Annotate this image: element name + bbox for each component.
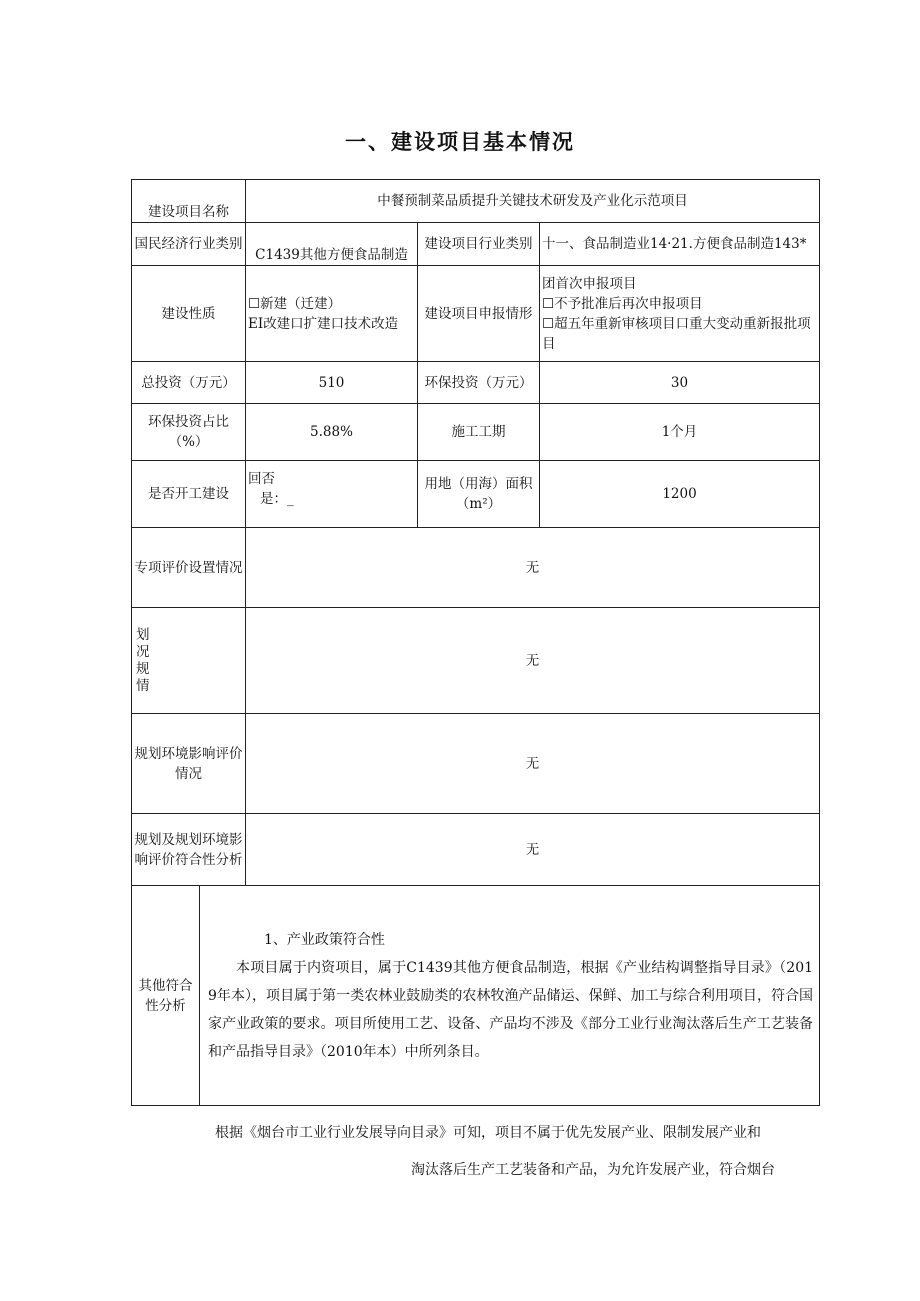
- other-label: 其他符合性分析: [132, 886, 200, 1106]
- declaration-option-resubmit: ☐不予批准后再次申报项目: [542, 295, 703, 312]
- period-value: 1个月: [540, 404, 820, 461]
- started-option-yes: 是：_: [260, 491, 294, 507]
- plan-conform-label: 规划及规划环境影响评价符合性分析: [132, 814, 246, 886]
- other-content: [200, 886, 820, 1106]
- env-ratio-value: 5.88%: [246, 404, 418, 461]
- plan-env-value: 无: [246, 714, 820, 814]
- industry-class-label: 国民经济行业类别: [132, 223, 246, 266]
- land-value: 1200: [540, 461, 820, 528]
- section-title: 一、建设项目基本情况: [345, 130, 575, 154]
- trailing-line-2: 淘汰落后生产工艺装备和产品，为允许发展产业，符合烟台: [411, 1162, 775, 1178]
- plan-label-char-4: 情: [136, 677, 150, 694]
- special-eval-value: 无: [246, 528, 820, 608]
- plan-label-char-2: 况: [136, 643, 150, 660]
- started-option-no: 回否: [248, 471, 275, 487]
- special-eval-label: 专项评价设置情况: [132, 528, 246, 608]
- project-name-value: 中餐预制菜品质提升关键技术研发及产业化示范项目: [246, 180, 820, 223]
- total-invest-label: 总投资（万元）: [132, 362, 246, 404]
- declaration-option-review: ☐超五年重新审核项目口重大变动重新报批项目: [542, 315, 811, 352]
- total-invest-value: 510: [246, 362, 418, 404]
- plan-label-char-1: 划: [136, 626, 150, 643]
- plan-label: [132, 608, 246, 714]
- declaration-label: 建设项目申报情形: [418, 266, 540, 362]
- plan-value: 无: [246, 608, 820, 714]
- plan-label-char-3: 规: [136, 660, 150, 677]
- plan-conform-value: 无: [246, 814, 820, 886]
- other-heading: 1、产业政策符合性: [264, 931, 385, 948]
- started-label: 是否开工建设: [132, 461, 246, 528]
- project-industry-label: 建设项目行业类别: [418, 223, 540, 266]
- trailing-line-1: 根据《烟台市工业行业发展导向目录》可知，项目不属于优先发展产业、限制发展产业和: [215, 1125, 761, 1141]
- nature-label: 建设性质: [132, 266, 246, 362]
- project-industry-value: 十一、食品制造业14·21.方便食品制造143*: [540, 223, 820, 266]
- nature-option-rebuild: EI改建口扩建口技术改造: [248, 315, 399, 332]
- period-label: 施工工期: [418, 404, 540, 461]
- nature-options: [246, 266, 418, 362]
- industry-class-value: C1439其他方便食品制造: [246, 223, 418, 266]
- nature-option-new: ☐新建（迁建）: [248, 295, 342, 312]
- land-label: 用地（用海）面积（m²）: [418, 461, 540, 528]
- started-value: [246, 461, 418, 528]
- env-invest-label: 环保投资（万元）: [418, 362, 540, 404]
- project-info-table: [131, 179, 820, 1106]
- plan-env-label: 规划环境影响评价情况: [132, 714, 246, 814]
- declaration-options: [540, 266, 820, 362]
- env-ratio-label: 环保投资占比（%）: [132, 404, 246, 461]
- other-text: 本项目属于内资项目，属于C1439其他方便食品制造，根据《产业结构调整指导目录》（2019年本），项目属于第一类农林业鼓励类的农林牧渔产品储运、保鲜、加工与综合利用项目，符合国家产业政策的要求。项目所使用工艺、设备、产品均不涉及《部分工业行业淘汰落后生产工艺装备和产品指导目录》（2010年本）中所列条目。: [208, 959, 814, 1060]
- declaration-option-first: 团首次申报项目: [542, 275, 637, 292]
- project-name-label: 建设项目名称: [132, 180, 246, 223]
- env-invest-value: 30: [540, 362, 820, 404]
